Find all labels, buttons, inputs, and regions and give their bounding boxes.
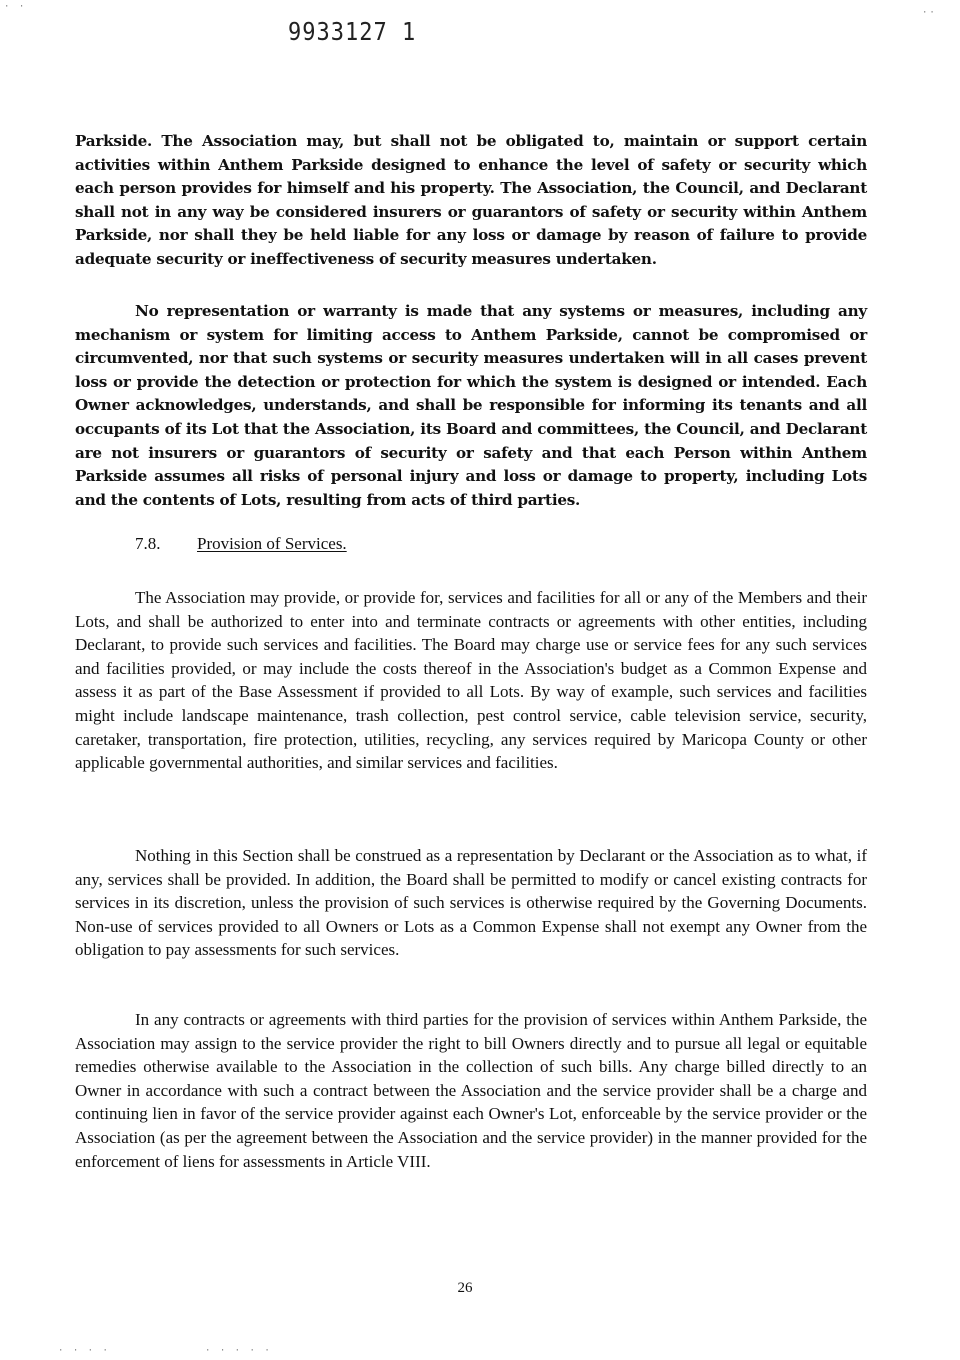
paragraph-provision-of-services: The Association may provide, or provide for, services and facilities for all or any of the Members and their Lots, and shall be authorized to enter into and terminate contracts or agreements with other entities, including Declarant, to provide such services and facilities. The Board may charge use or service fees for any such services and facilities provided, or may include the costs thereof in the Association's budget as a Common Expense and assess it as part of the Base Assessment if provided to all Lots. By way of example, such services and facilities might include landscape maintenance, trash collection, pest control service, cable television service, security, caretaker, transportation, fire protection, utilities, recycling, any services required by Maricopa County or other applicable governmental authorities, and similar services and facilities. [75,588,867,773]
paragraph-no-representation: Nothing in this Section shall be construed as a representation by Declarant or the Association as to what, if any, services shall be provided. In addition, the Board shall be permitted to modify or cancel existing contracts for services in its discretion, unless the provision of such services is otherwise required by the Governing Documents. Non-use of services provided to all Owners or Lots as a Common Expense shall not exempt any Owner from the obligation to pay assessments for such services. [75,846,867,960]
document-recording-number: 9933127 1 [288,18,417,47]
section-number: 7.8. [135,534,161,553]
scan-speck-bottom-left: · · · · [58,1346,110,1356]
paragraph-security-disclaimer: Parkside. The Association may, but shall not be obligated to, maintain or support certain activities within Anthem Parkside designed to enhance the level of safety or security which each person provides for himself and his property. The Association, the Council, and Declarant shall not in any way be considered insurers or guarantors of safety or security within Anthem Parkside, nor shall they be held liable for any loss or damage by reason of failure to provide adequate security or ineffectiveness of security measures undertaken. [75,132,867,268]
scan-speck-top-left: · · [4,2,27,12]
paragraph-no-warranty: No representation or warranty is made that any systems or measures, including any mechanism or system for limiting access to Anthem Parkside, cannot be compromised or circumvented, nor that such systems or security measures undertaken will in all cases prevent loss or provide the detection or protection for which the system is designed or intended. Each Owner acknowledges, understands, and shall be responsible for informing its tenants and all occupants of its Lot that the Association, its Board and committees, the Council, and Declarant are not insurers or guarantors of security or safety and that each Person within Anthem Parkside assumes all risks of personal injury and loss or damage to property, including Lots and the contents of Lots, resulting from acts of third parties. [75,302,867,509]
scan-speck-top-right: ·· [922,8,937,18]
section-title: Provision of Services. [197,534,347,553]
paragraph-third-party-contracts: In any contracts or agreements with third parties for the provision of services within Anthem Parkside, the Association may assign to the service provider the right to bill Owners directly and to pursue all legal or equitable remedies otherwise available to the Association in the collection of such bills. Any charge billed directly to an Owner in accordance with such a contract between the Association and the service provider shall be a charge and continuing lien in favor of the service provider against each Owner's Lot, enforceable by the service provider or the Association (as per the agreement between the Association and the service provider) in the manner provided for the enforcement of liens for assessments in Article VIII. [75,1010,867,1171]
page-number: 26 [457,1280,473,1296]
section-heading [135,532,347,556]
scan-speck-bottom-mid: · · · · · [205,1346,272,1356]
